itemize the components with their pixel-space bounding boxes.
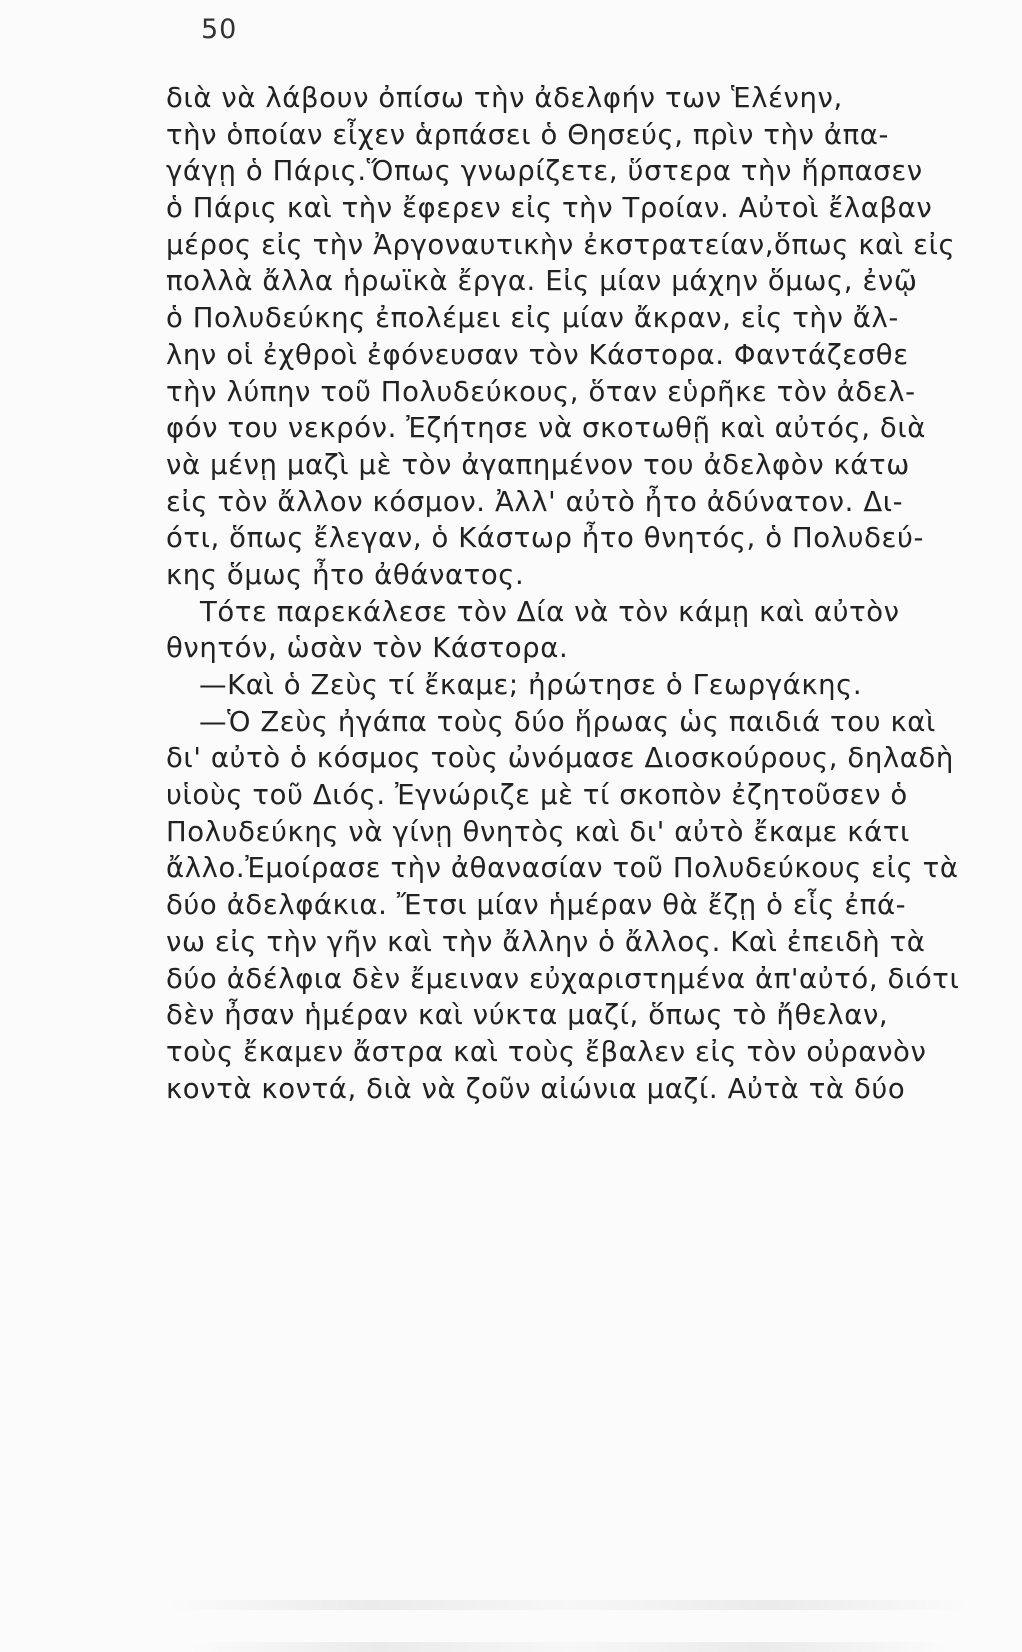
text-line: κοντὰ κοντά, διὰ νὰ ζοῦν αἰώνια μαζί. Αὐτὰ τὰ δύο xyxy=(166,1072,906,1105)
text-line: ότι, ὅπως ἔλεγαν, ὁ Κάστωρ ἦτο θνητός, ὁ Πολυδεύ- xyxy=(166,522,925,555)
text-line: θνητόν, ὡσὰν τὸν Κάστορα. xyxy=(166,632,569,665)
paragraph-start-line: Τότε παρεκάλεσε τὸν Δία νὰ τὸν κάμῃ καὶ αὐτὸν xyxy=(200,595,900,628)
text-line: εἰς τὸν ἄλλον κόσμον. Ἀλλ' αὐτὸ ἦτο ἀδύνατον. Δι- xyxy=(166,485,904,518)
text-line: Πολυδεύκης νὰ γίνῃ θνητὸς καὶ δι' αὐτὸ ἔκαμε κάτι xyxy=(166,815,910,848)
text-line: δύο ἀδελφάκια. Ἔτσι μίαν ἡμέραν θὰ ἔζῃ ὁ εἷς ἐπά- xyxy=(166,889,907,922)
text-line: γάγῃ ὁ Πάρις.Ὅπως γνωρίζετε, ὕστερα τὴν ἥρπασεν xyxy=(166,155,923,188)
text-line: τοὺς ἔκαμεν ἄστρα καὶ τοὺς ἔβαλεν εἰς τὸν οὐρανὸν xyxy=(166,1035,927,1068)
text-line: νὰ μένῃ μαζὶ μὲ τὸν ἀγαπημένον του ἀδελφὸν κάτω xyxy=(166,448,910,481)
text-line: λην οἱ ἐχθροὶ ἐφόνευσαν τὸν Κάστορα. Φαντάζεσθε xyxy=(166,338,909,371)
text-line: δὲν ἦσαν ἡμέραν καὶ νύκτα μαζί, ὅπως τὸ ἤθελαν, xyxy=(166,999,889,1032)
text-line: μέρος εἰς τὴν Ἀργοναυτικὴν ἐκστρατείαν,ὅπως καὶ εἰς xyxy=(166,228,956,261)
dialogue-line: —Ὁ Ζεὺς ἠγάπα τοὺς δύο ἥρωας ὡς παιδιά του καὶ xyxy=(199,705,936,738)
dialogue-line: —Καὶ ὁ Ζεὺς τί ἔκαμε; ἠρώτησε ὁ Γεωργάκης. xyxy=(199,669,863,701)
show-through-smudge xyxy=(190,1642,950,1652)
page-number: 50 xyxy=(201,14,238,45)
text-line: φόν του νεκρόν. Ἐζήτησε νὰ σκοτωθῇ καὶ αὐτός, διὰ xyxy=(166,412,926,445)
text-line: υἱοὺς τοῦ Διός. Ἐγνώριζε μὲ τί σκοπὸν ἐζητοῦσεν ὁ xyxy=(166,779,908,812)
text-line: δι' αὐτὸ ὁ κόσμος τοὺς ὠνόμασε Διοσκούρους, δηλαδὴ xyxy=(166,742,954,775)
text-line: πολλὰ ἄλλα ἡρωϊκὰ ἔργα. Εἰς μίαν μάχην ὅμως, ἐνῷ xyxy=(166,265,918,298)
text-line: δύο ἀδέλφια δὲν ἔμειναν εὐχαριστημένα ἀπ'αὐτό, διότι xyxy=(166,962,960,995)
text-line: ἄλλο.Ἐμοίρασε τὴν ἀθανασίαν τοῦ Πολυδεύκους εἰς τὰ xyxy=(166,852,959,885)
show-through-smudge xyxy=(170,1600,970,1610)
body-text xyxy=(166,80,976,1107)
text-line: τὴν ὁποίαν εἶχεν ἁρπάσει ὁ Θησεύς, πρὶν τὴν ἀπα- xyxy=(166,118,889,151)
text-line: διὰ νὰ λάβουν ὀπίσω τὴν ἀδελφήν των Ἑλένην, xyxy=(166,82,843,114)
text-line: τὴν λύπην τοῦ Πολυδεύκους, ὅταν εὑρῆκε τὸν ἀδελ- xyxy=(166,375,916,408)
text-line: ὁ Πολυδεύκης ἐπολέμει εἰς μίαν ἄκραν, εἰς τὴν ἄλ- xyxy=(166,302,899,335)
text-line: κης ὅμως ἦτο ἀθάνατος. xyxy=(166,558,525,591)
text-line: ὁ Πάρις καὶ τὴν ἔφερεν εἰς τὴν Τροίαν. Αὐτοὶ ἔλαβαν xyxy=(166,192,933,225)
text-line: νω εἰς τὴν γῆν καὶ τὴν ἄλλην ὁ ἄλλος. Καὶ ἐπειδὴ τὰ xyxy=(166,925,926,958)
